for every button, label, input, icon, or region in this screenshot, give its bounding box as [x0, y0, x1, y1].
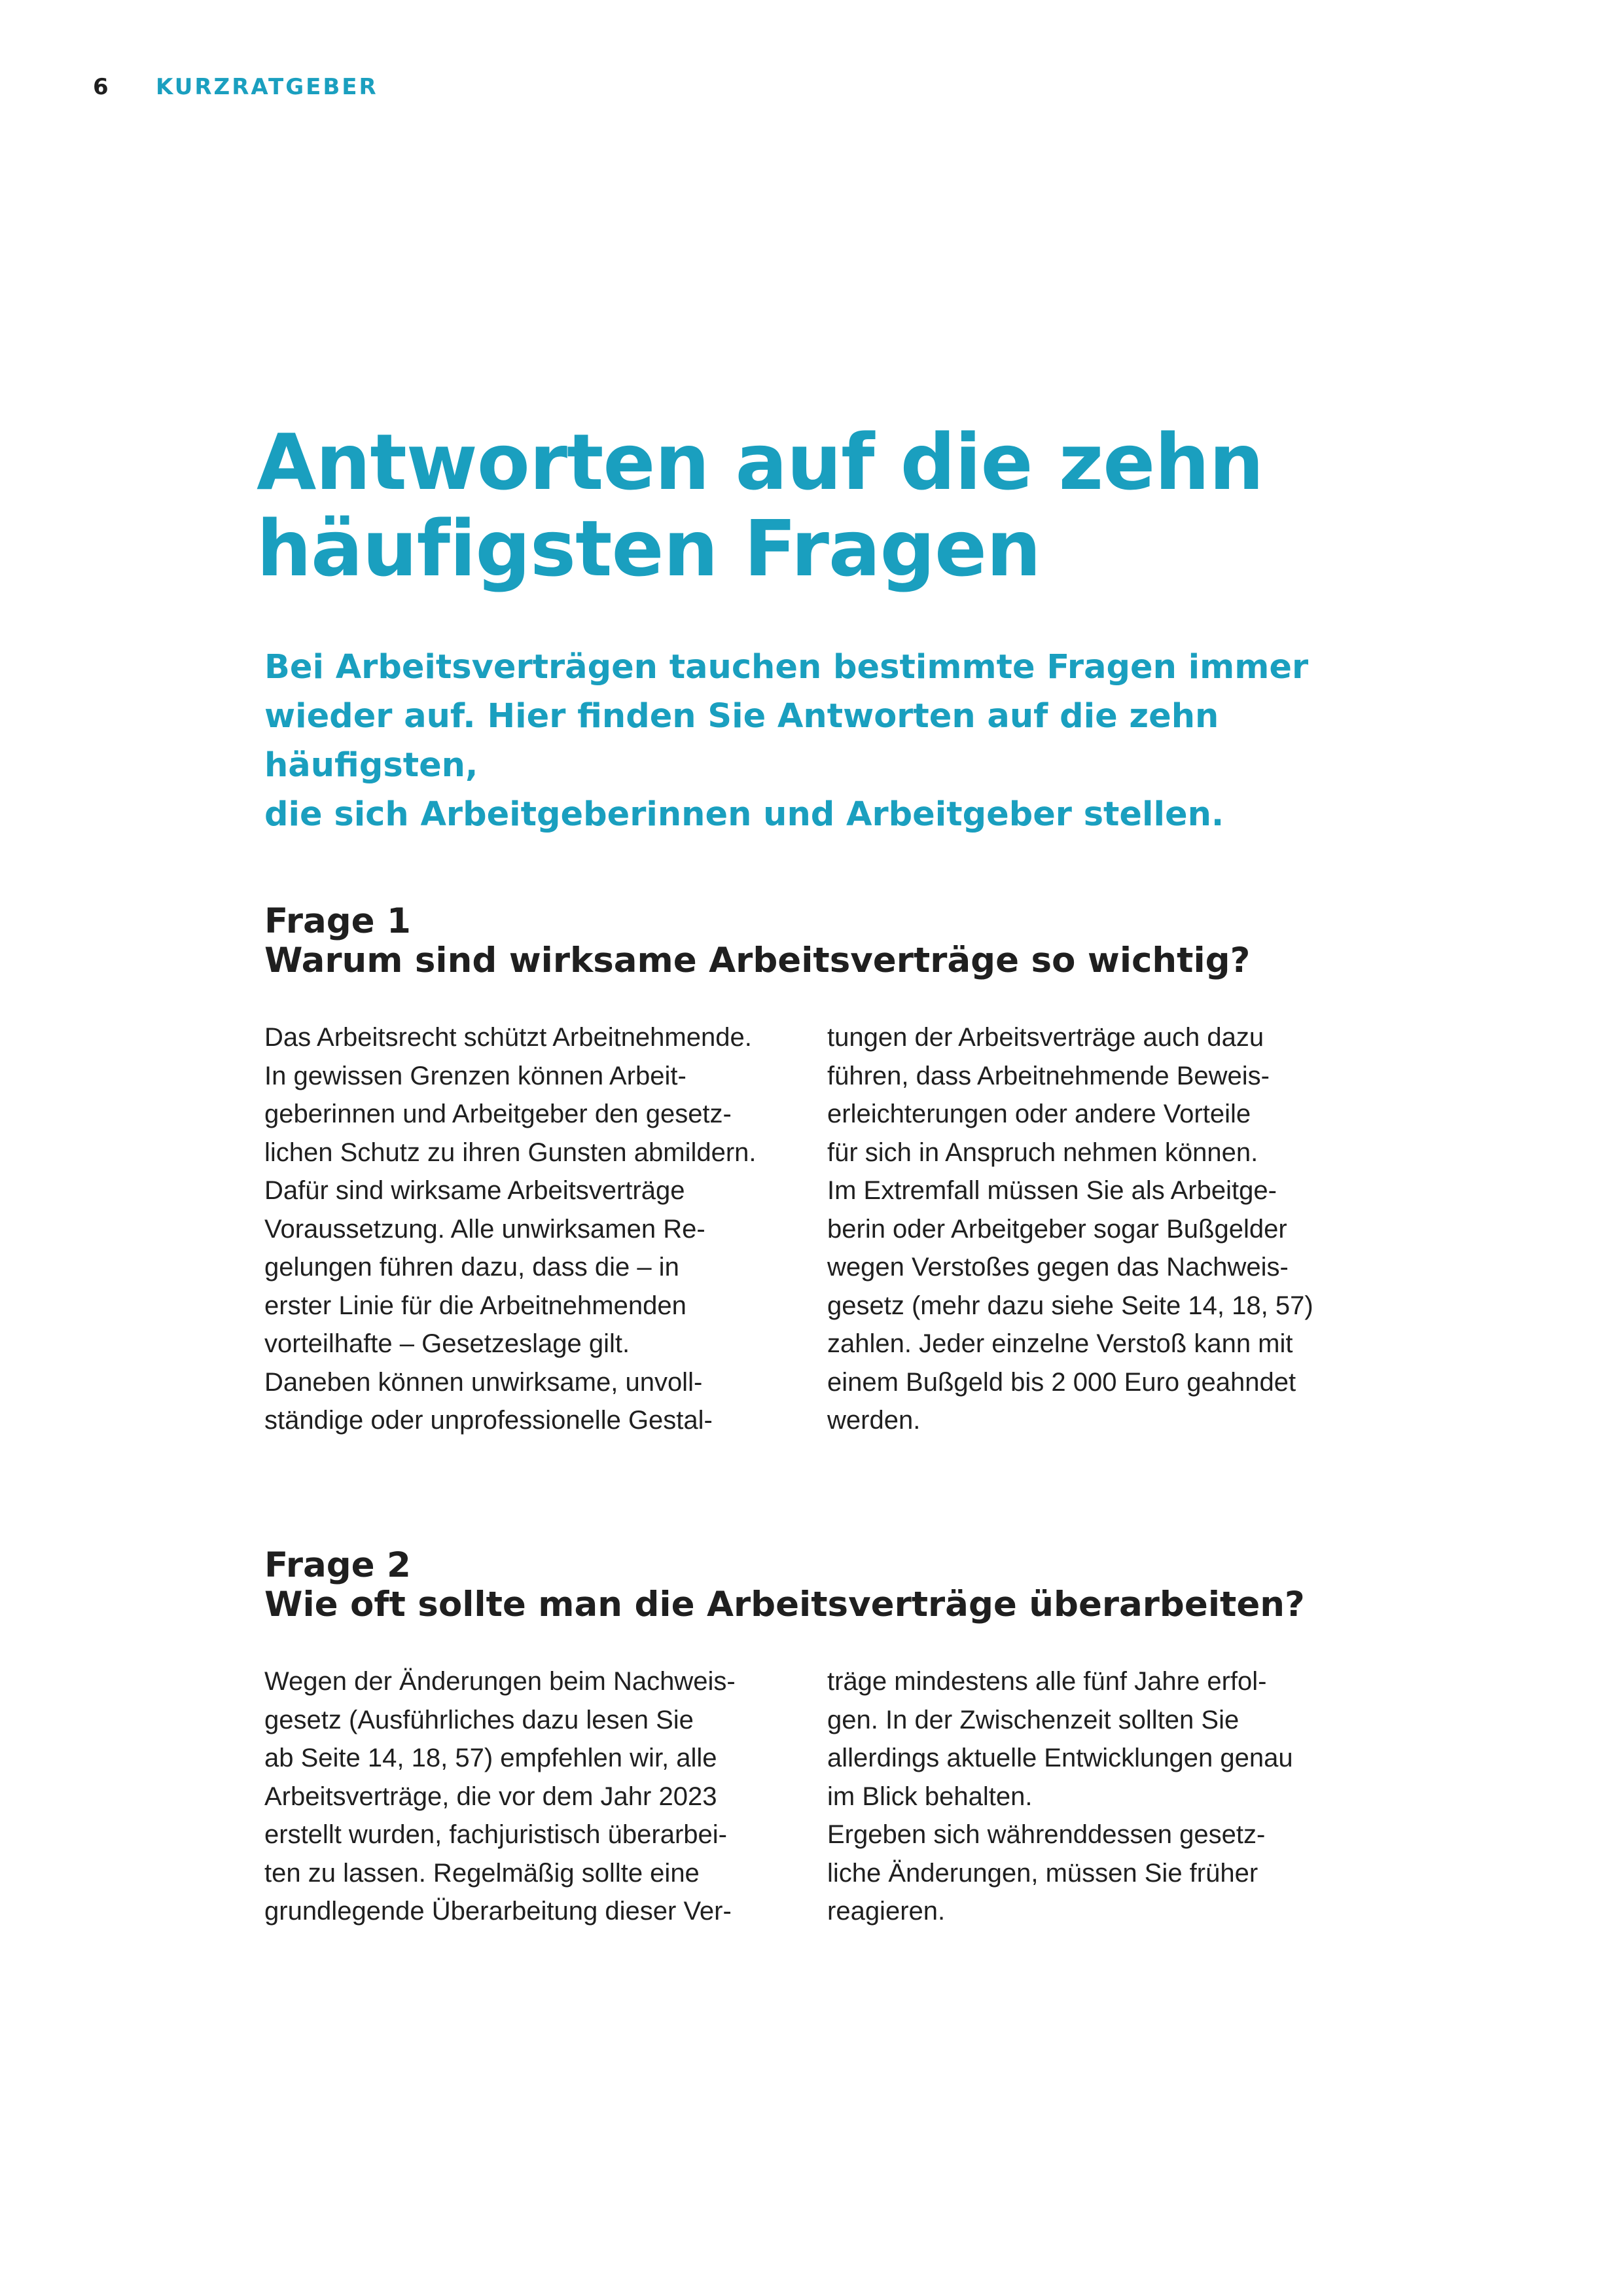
body-line: Daneben können unwirksame, unvoll-	[264, 1367, 703, 1397]
body-line: grundlegende Überarbeitung dieser Ver-	[264, 1897, 732, 1926]
body-line: träge mindestens alle fünf Jahre erfol-	[827, 1667, 1267, 1696]
page-title-line: Antworten auf die zehn	[257, 417, 1264, 507]
body-line: Arbeitsverträge, die vor dem Jahr 2023	[264, 1782, 717, 1811]
question-2-label: Frage 2	[264, 1545, 411, 1585]
body-line: wegen Verstoßes gegen das Nachweis-	[827, 1253, 1289, 1282]
body-line: geberinnen und Arbeitgeber den gesetz-	[264, 1100, 732, 1128]
body-line: einem Bußgeld bis 2 000 Euro geahndet	[827, 1367, 1296, 1397]
body-line: zahlen. Jeder einzelne Verstoß kann mit	[827, 1329, 1293, 1358]
body-line: reagieren.	[827, 1897, 946, 1926]
body-line: erleichterungen oder andere Vorteile	[827, 1100, 1251, 1128]
body-line: für sich in Anspruch nehmen können.	[827, 1138, 1258, 1167]
body-line: gesetz (Ausführliches dazu lesen Sie	[264, 1705, 694, 1734]
question-2-right-column	[827, 1662, 1364, 1931]
body-line: werden.	[827, 1406, 921, 1435]
body-line: im Blick behalten.	[827, 1782, 1033, 1811]
body-line: ab Seite 14, 18, 57) empfehlen wir, alle	[264, 1744, 717, 1772]
body-line: erster Linie für die Arbeitnehmenden	[264, 1291, 687, 1320]
body-line: gen. In der Zwischenzeit sollten Sie	[827, 1705, 1240, 1734]
question-2-answer	[264, 1662, 1364, 1931]
body-line: Ergeben sich währenddessen gesetz-	[827, 1820, 1266, 1849]
section-label: KURZRATGEBER	[156, 74, 378, 100]
intro-paragraph	[264, 643, 1390, 839]
intro-line: die sich Arbeitgeberinnen und Arbeitgeber stellen.	[264, 795, 1224, 834]
body-line: gesetz (mehr dazu siehe Seite 14, 18, 57)	[827, 1291, 1313, 1320]
body-line: liche Änderungen, müssen Sie früher	[827, 1858, 1258, 1888]
body-line: ständige oder unprofessionelle Gestal-	[264, 1406, 713, 1435]
body-line: erstellt wurden, fachjuristisch überarbei-	[264, 1820, 727, 1849]
body-line: führen, dass Arbeitnehmende Beweis-	[827, 1061, 1270, 1090]
question-1-right-column	[827, 1018, 1364, 1440]
body-line: gelungen führen dazu, dass die – in	[264, 1253, 679, 1282]
page-title	[257, 419, 1435, 592]
body-line: tungen der Arbeitsverträge auch dazu	[827, 1023, 1264, 1052]
body-line: vorteilhafte – Gesetzeslage gilt.	[264, 1329, 630, 1358]
body-line: Im Extremfall müssen Sie als Arbeitge-	[827, 1176, 1277, 1205]
intro-line: Bei Arbeitsverträgen tauchen bestimmte Fragen immer	[264, 648, 1309, 687]
page-number: 6	[93, 74, 110, 100]
body-line: Wegen der Änderungen beim Nachweis-	[264, 1667, 736, 1696]
question-2-text: Wie oft sollte man die Arbeitsverträge überarbeiten?	[264, 1585, 1305, 1624]
body-line: ten zu lassen. Regelmäßig sollte eine	[264, 1858, 700, 1888]
body-line: berin oder Arbeitgeber sogar Bußgelder	[827, 1214, 1287, 1244]
body-line: Voraussetzung. Alle unwirksamen Re-	[264, 1214, 705, 1244]
question-1-heading	[264, 902, 1442, 980]
body-line: Dafür sind wirksame Arbeitsverträge	[264, 1176, 685, 1205]
running-head	[93, 71, 378, 103]
body-line: allerdings aktuelle Entwicklungen genau	[827, 1744, 1293, 1772]
body-line: lichen Schutz zu ihren Gunsten abmildern.	[264, 1138, 757, 1167]
question-1-answer	[264, 1018, 1364, 1440]
question-2-heading	[264, 1546, 1442, 1624]
body-line: Das Arbeitsrecht schützt Arbeitnehmende.	[264, 1023, 752, 1052]
body-line: In gewissen Grenzen können Arbeit-	[264, 1061, 687, 1090]
question-1-left-column	[264, 1018, 794, 1440]
intro-line: wieder auf. Hier finden Sie Antworten auf die zehn häufigsten,	[264, 697, 1219, 785]
question-1-text: Warum sind wirksame Arbeitsverträge so wichtig?	[264, 941, 1251, 980]
question-1-label: Frage 1	[264, 901, 411, 941]
question-2-left-column	[264, 1662, 794, 1931]
page-title-line: häufigsten Fragen	[257, 503, 1041, 594]
